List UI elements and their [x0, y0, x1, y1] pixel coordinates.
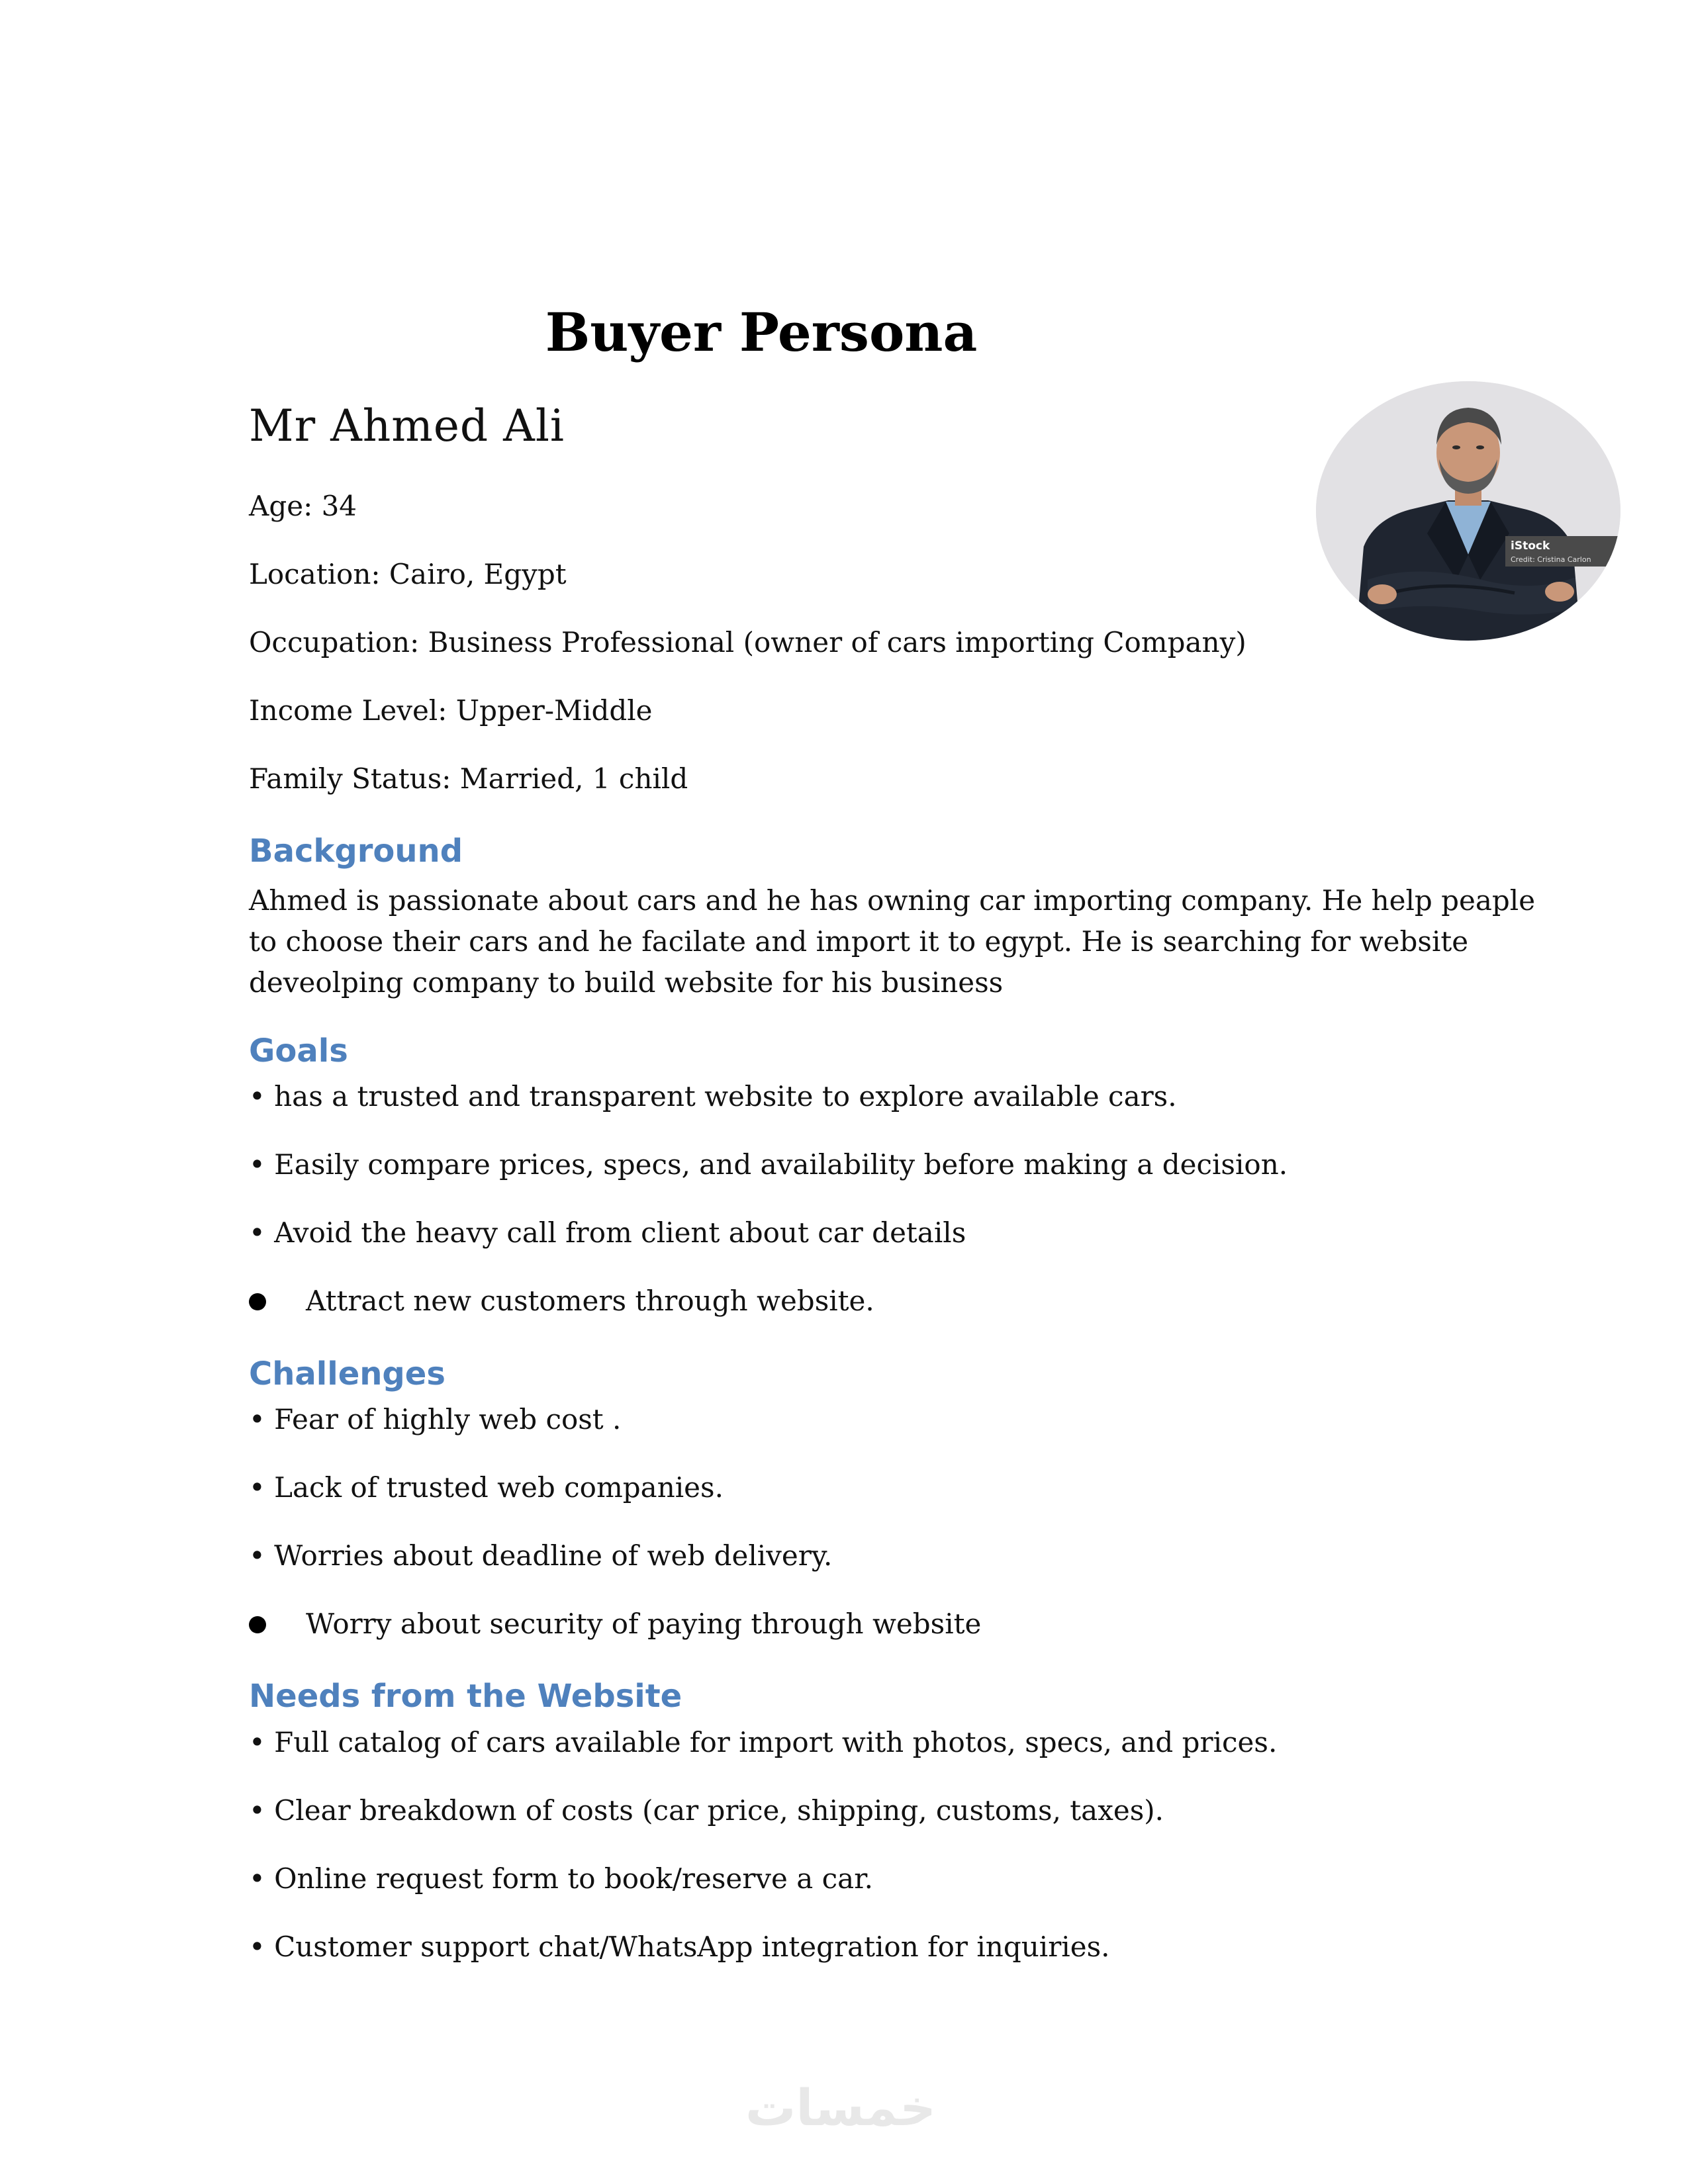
income-field: Income Level: Upper-Middle [249, 694, 653, 727]
background-line: Ahmed is passionate about cars and he has owning car importing company. He help peaple [249, 884, 1536, 917]
bullet-dot [249, 1293, 266, 1310]
background-heading: Background [249, 833, 463, 870]
bullet-dot [249, 1616, 266, 1633]
goals-heading: Goals [249, 1032, 348, 1069]
occupation-field: Occupation: Business Professional (owner of cars importing Company) [249, 626, 1246, 659]
goal-item: • Avoid the heavy call from client about car details [249, 1216, 966, 1249]
background-line: deveolping company to build website for his business [249, 966, 1004, 999]
need-item: • Full catalog of cars available for import with photos, specs, and prices. [249, 1726, 1278, 1758]
page-title: Buyer Persona [545, 301, 978, 363]
background-line: to choose their cars and he facilate and import it to egypt. He is searching for website [249, 925, 1469, 958]
family-status-field: Family Status: Married, 1 child [249, 762, 688, 795]
businessman-portrait-image [1316, 381, 1620, 641]
challenge-item: • Fear of highly web cost . [249, 1403, 622, 1435]
goal-item: Attract new customers through website. [306, 1285, 874, 1317]
age-field: Age: 34 [249, 490, 357, 522]
location-field: Location: Cairo, Egypt [249, 558, 567, 590]
goal-item: • has a trusted and transparent website to explore available cars. [249, 1080, 1177, 1113]
background-paragraph [249, 880, 1536, 1003]
persona-name: Mr Ahmed Ali [249, 400, 565, 451]
need-item: • Online request form to book/reserve a car. [249, 1862, 874, 1895]
challenge-item: • Worries about deadline of web delivery. [249, 1539, 833, 1572]
need-item: • Clear breakdown of costs (car price, shipping, customs, taxes). [249, 1794, 1164, 1827]
challenge-item: • Lack of trusted web companies. [249, 1471, 724, 1504]
needs-heading: Needs from the Website [249, 1678, 682, 1715]
istock-credit-text: Credit: Cristina Carlon [1511, 555, 1591, 564]
persona-photo [1316, 381, 1620, 641]
khamsat-watermark-logo: خمسات [745, 2078, 936, 2137]
goal-item: • Easily compare prices, specs, and availability before making a decision. [249, 1148, 1288, 1181]
istock-brand-text: iStock [1511, 539, 1550, 553]
challenges-heading: Challenges [249, 1355, 445, 1392]
challenge-item: Worry about security of paying through website [306, 1608, 982, 1640]
need-item: • Customer support chat/WhatsApp integration for inquiries. [249, 1931, 1110, 1963]
